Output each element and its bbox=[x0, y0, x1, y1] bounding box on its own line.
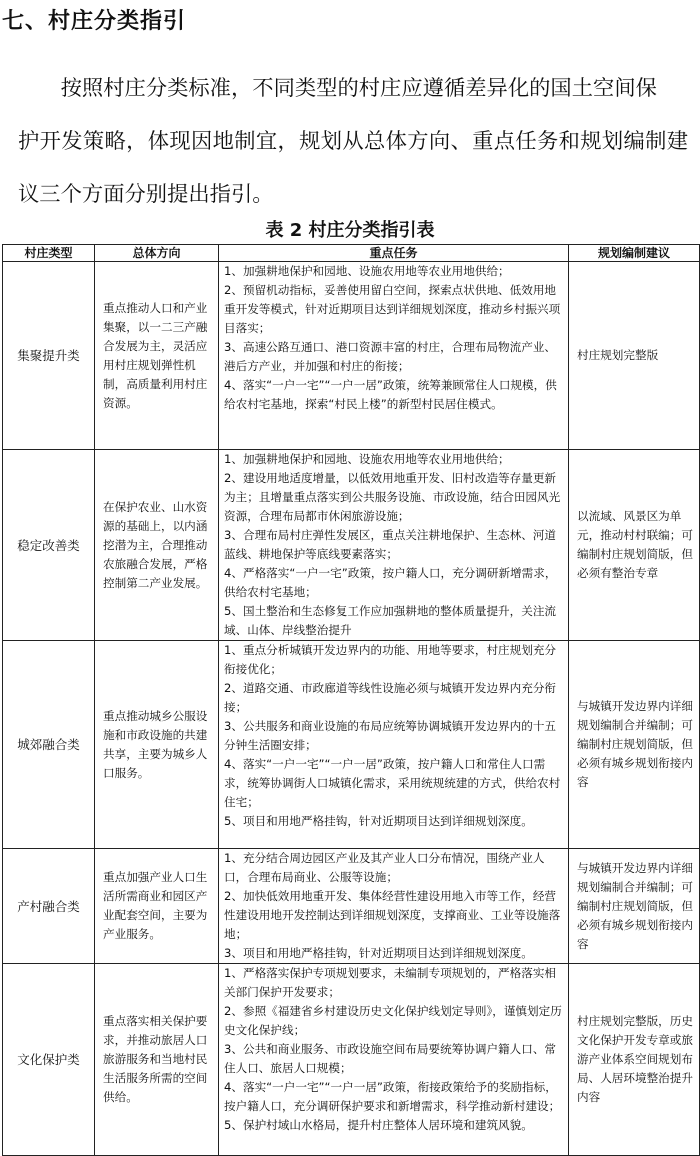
cell-advice: 村庄规划完整版 bbox=[569, 262, 700, 450]
task-item: 1、加强耕地保护和园地、设施农用地等农业用地供给； bbox=[224, 264, 510, 278]
task-item: 2、预留机动指标，妥善使用留白空间，探索点状供地、低效用地重开发等模式，针对近期项目达到详细规划深度，推动乡村振兴项目落实； bbox=[224, 283, 561, 335]
table-title: 表 2 村庄分类指引表 bbox=[265, 220, 435, 241]
task-item: 2、加快低效用地重开发、集体经营性建设用地入市等工作，经营性建设用地开发控制达到详细规划深度，支撑商业、工业等设施落地； bbox=[224, 889, 561, 941]
task-item: 5、保护村域山水格局，提升村庄整体人居环境和建筑风貌。 bbox=[224, 1118, 533, 1132]
task-item: 2、道路交通、市政廊道等线性设施必须与城镇开发边界内充分衔接； bbox=[224, 681, 557, 714]
col-header-tasks: 重点任务 bbox=[219, 245, 569, 262]
cell-type: 文化保护类 bbox=[3, 964, 95, 1156]
task-item: 5、国土整治和生态修复工作应加强耕地的整体质量提升，关注流域、山体、岸线整治提升 bbox=[224, 604, 557, 637]
table-row bbox=[3, 262, 700, 450]
table-header-row bbox=[3, 245, 700, 262]
task-item: 1、严格落实保护专项规划要求，未编制专项规划的，严格落实相关部门保护开发要求； bbox=[224, 966, 557, 999]
cell-tasks bbox=[219, 641, 569, 849]
cell-tasks bbox=[219, 849, 569, 964]
task-item: 3、公共和商业服务、市政设施空间布局要统筹协调户籍人口、常住人口、旅居人口规模； bbox=[224, 1042, 557, 1075]
task-item: 4、落实“一户一宅”“一户一居”政策，统筹兼顾常住人口规模，供给农村宅基地，探索“村民上楼”的新型村民居住模式。 bbox=[224, 378, 557, 411]
task-item: 3、公共服务和商业设施的布局应统筹协调城镇开发边界内的十五分钟生活圈安排； bbox=[224, 719, 557, 752]
table-row bbox=[3, 450, 700, 641]
cell-tasks bbox=[219, 262, 569, 450]
cell-type: 集聚提升类 bbox=[3, 262, 95, 450]
task-item: 3、项目和用地严格挂钩，针对近期项目达到详细规划深度。 bbox=[224, 946, 533, 960]
intro-paragraph bbox=[18, 62, 688, 221]
cell-type: 产村融合类 bbox=[3, 849, 95, 964]
task-item: 4、落实“一户一宅”“一户一居”政策，按户籍人口和常住人口需求，统筹协调街人口城镇化需求，采用统规统建的方式，供给农村住宅； bbox=[224, 757, 561, 809]
task-item: 5、项目和用地严格挂钩，针对近期项目达到详细规划深度。 bbox=[224, 814, 533, 828]
task-item: 4、严格落实“一户一宅”政策，按户籍人口，充分调研新增需求，供给农村宅基地； bbox=[224, 566, 557, 599]
task-item: 3、高速公路互通口、港口资源丰富的村庄，合理布局物流产业、港后方产业，并加强和村庄的衔接； bbox=[224, 340, 557, 373]
col-header-direction: 总体方向 bbox=[95, 245, 219, 262]
table-row bbox=[3, 641, 700, 849]
cell-direction: 在保护农业、山水资源的基础上，以内涵挖潜为主，合理推动农旅融合发展，严格控制第二产业发展。 bbox=[95, 450, 219, 641]
table-row bbox=[3, 849, 700, 964]
cell-advice: 村庄规划完整版，历史文化保护开发专章或旅游产业体系空间规划布局、人居环境整治提升内容 bbox=[569, 964, 700, 1156]
intro-line-first: 按照村庄分类标准，不同类型的村庄应遵循差异化的国土空间保 bbox=[60, 76, 657, 101]
table-row bbox=[3, 964, 700, 1156]
task-item: 2、建设用地适度增量，以低效用地重开发、旧村改造等存量更新为主；且增量重点落实到公共服务设施、市政设施，结合田园风光资源，合理布局都市休闲旅游设施； bbox=[224, 471, 561, 523]
cell-type: 稳定改善类 bbox=[3, 450, 95, 641]
cell-tasks bbox=[219, 450, 569, 641]
col-header-type: 村庄类型 bbox=[3, 245, 95, 262]
col-header-advice: 规划编制建议 bbox=[569, 245, 700, 262]
cell-advice: 以流域、风景区为单元，推动村村联编；可编制村庄规划简版，但必须有整治专章 bbox=[569, 450, 700, 641]
cell-direction: 重点落实相关保护要求，并推动旅居人口旅游服务和当地村民生活服务所需的空间供给。 bbox=[95, 964, 219, 1156]
village-guide-table bbox=[2, 244, 700, 1156]
task-item: 1、加强耕地保护和园地、设施农用地等农业用地供给； bbox=[224, 452, 510, 466]
section-heading: 七、村庄分类指引 bbox=[2, 9, 187, 34]
task-item: 1、重点分析城镇开发边界内的功能、用地等要求，村庄规划充分衔接优化； bbox=[224, 643, 557, 676]
cell-advice: 与城镇开发边界内详细规划编制合并编制；可编制村庄规划简版，但必须有城乡规划衔接内容 bbox=[569, 849, 700, 964]
task-item: 3、合理布局村庄弹性发展区，重点关注耕地保护、生态林、河道蓝线、耕地保护等底线要素落实； bbox=[224, 528, 557, 561]
cell-direction: 重点推动城乡公服设施和市政设施的共建共享，主要为城乡人口服务。 bbox=[95, 641, 219, 849]
task-item: 1、充分结合周边园区产业及其产业人口分布情况，围绕产业人口，合理布局商业、公服等设施； bbox=[224, 851, 545, 884]
cell-direction: 重点加强产业人口生活所需商业和园区产业配套空间，主要为产业服务。 bbox=[95, 849, 219, 964]
cell-type: 城郊融合类 bbox=[3, 641, 95, 849]
cell-direction: 重点推动人口和产业集聚，以一二三产融合发展为主，灵活应用村庄规划弹性机制，高质量利用村庄资源。 bbox=[95, 262, 219, 450]
cell-tasks bbox=[219, 964, 569, 1156]
cell-advice: 与城镇开发边界内详细规划编制合并编制；可编制村庄规划简版，但必须有城乡规划衔接内容 bbox=[569, 641, 700, 849]
task-item: 4、落实“一户一宅”“一户一居”政策，衔接政策给予的奖励指标，按户籍人口，充分调研保护要求和新增需求，科学推动新村建设； bbox=[224, 1080, 561, 1113]
intro-line-rest: 护开发策略，体现因地制宜，规划从总体方向、重点任务和规划编制建议三个方面分别提出指引。 bbox=[18, 129, 688, 207]
task-item: 2、参照《福建省乡村建设历史文化保护线划定导则》，谨慎划定历史文化保护线； bbox=[224, 1004, 562, 1037]
